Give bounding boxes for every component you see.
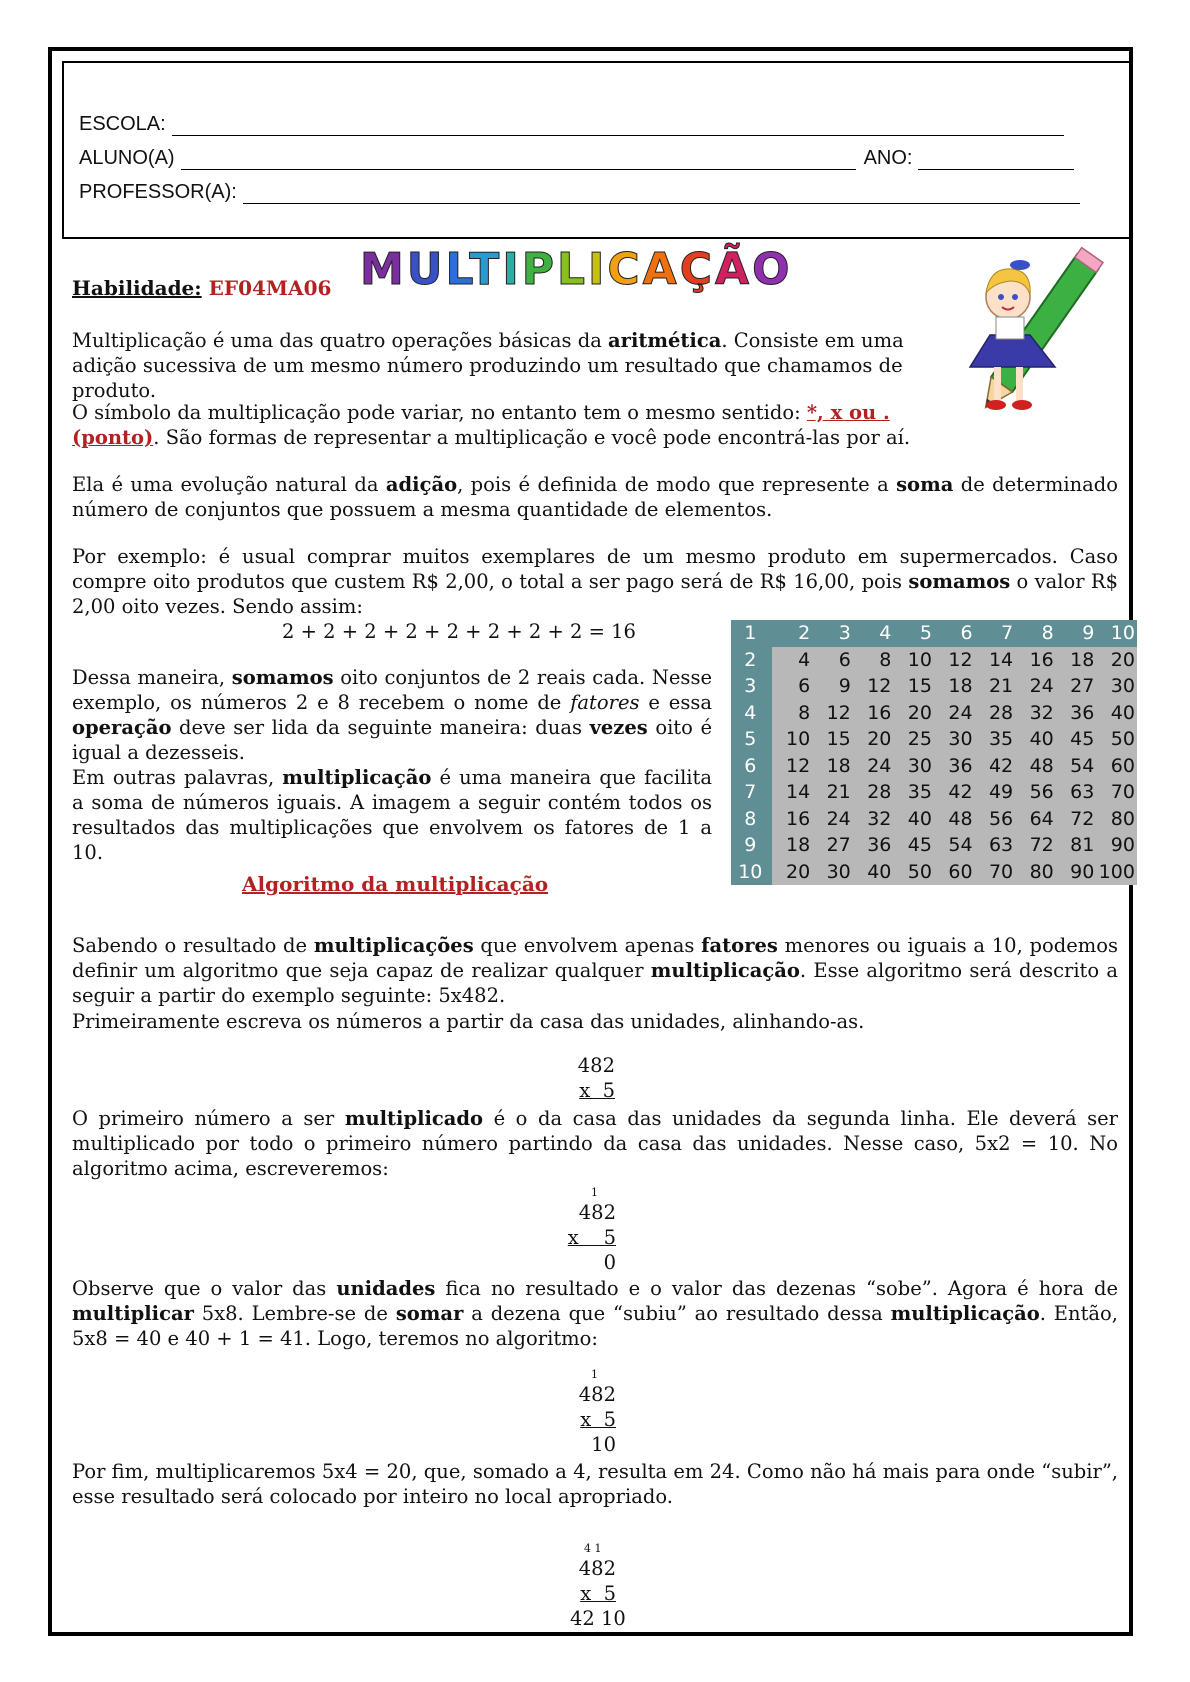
times-table-cell: 20: [853, 726, 894, 753]
times-table-row: [731, 700, 1137, 727]
paragraph-final-step: Por fim, multiplicaremos 5x4 = 20, que, somado a 4, resulta em 24. Como não há mais para onde “subir”, esse resultado será colocado por inteiro no local apropriado.: [72, 1460, 1118, 1508]
times-table-cell: 21: [812, 779, 853, 806]
page-title: [360, 244, 792, 295]
school-row: [79, 113, 1064, 136]
p9-text-c: é o da casa das unidades da segunda linha. Ele deverá ser multiplicado por todo o primeiro número partindo da casa das unidades. Nesse caso, 5x2 = 10. No algoritmo acima, escreveremos:: [72, 1107, 1118, 1180]
year-blank-line[interactable]: [918, 151, 1074, 170]
p10-bold-unidades: unidades: [336, 1277, 436, 1300]
times-table-cell: 60: [934, 859, 975, 886]
times-table-cell: 36: [853, 832, 894, 859]
title-letter: U: [406, 244, 446, 295]
paragraph-factors: [72, 665, 712, 765]
p3-text-a: Ela é uma evolução natural da: [72, 473, 386, 496]
times-table-cell: 72: [1056, 806, 1097, 833]
times-table-cell: 42: [975, 753, 1016, 780]
p7-text-c: que envolvem apenas: [473, 934, 702, 957]
student-label: ALUNO(A): [79, 147, 175, 169]
step4-carry: 4 1: [584, 1542, 602, 1555]
p7-text-a: Sabendo o resultado de: [72, 934, 314, 957]
times-table-cell: 54: [1056, 753, 1097, 780]
step3-top-number: 482: [578, 1383, 616, 1406]
times-table-cell: 2: [772, 620, 813, 647]
algorithm-step-2: [560, 1200, 616, 1275]
title-letter: I: [502, 244, 522, 295]
algorithm-step-3: [560, 1382, 616, 1457]
times-table-cell: 40: [853, 859, 894, 886]
times-table-cell: 27: [812, 832, 853, 859]
times-table-cell: 3: [731, 673, 772, 700]
times-table-cell: 15: [812, 726, 853, 753]
teacher-blank-line[interactable]: [243, 185, 1080, 204]
times-table-cell: 15: [893, 673, 934, 700]
student-blank-line[interactable]: [181, 151, 856, 170]
section-title-algorithm: Algoritmo da multiplicação: [242, 872, 549, 896]
step3-result: 10: [591, 1433, 616, 1456]
p9-bold-multiplicado: multiplicado: [344, 1107, 484, 1130]
student-info-box: [62, 61, 1131, 239]
times-table-cell: 48: [1015, 753, 1056, 780]
times-table-cell: 28: [975, 700, 1016, 727]
times-table-cell: 56: [1015, 779, 1056, 806]
times-table-cell: 5: [731, 726, 772, 753]
times-table-row: [731, 647, 1137, 674]
skill-line: [72, 276, 331, 300]
title-letter: P: [521, 244, 557, 295]
times-table-cell: 4: [853, 620, 894, 647]
times-table-cell: 32: [1015, 700, 1056, 727]
times-table-cell: 10: [1096, 620, 1137, 647]
title-letter: I: [587, 244, 608, 295]
times-table-cell: 20: [772, 859, 813, 886]
p7-bold-multiplicacoes: multiplicações: [313, 934, 474, 957]
times-table-cell: 50: [1096, 726, 1137, 753]
times-table-cell: 24: [1015, 673, 1056, 700]
times-table-cell: 63: [1056, 779, 1097, 806]
times-table-cell: 18: [934, 673, 975, 700]
p5-text-e: e essa: [639, 691, 712, 714]
paragraph-evolution: [72, 472, 1118, 522]
step1-top-number: 482: [577, 1054, 615, 1077]
times-table-cell: 14: [975, 647, 1016, 674]
times-table-cell: 35: [975, 726, 1016, 753]
p7-text-e: menores ou iguais a 10, podemos definir um algoritmo que seja capaz de realizar qualquer: [72, 934, 1118, 982]
p5-text-g: deve ser lida da seguinte maneira: duas: [171, 716, 590, 739]
p7-bold-multiplicacao: multiplicação: [650, 959, 800, 982]
times-table-cell: 25: [893, 726, 934, 753]
year-label: ANO:: [863, 147, 913, 169]
skill-code: EF04MA06: [208, 276, 332, 300]
title-letter: C: [607, 244, 643, 295]
times-table-cell: 9: [731, 832, 772, 859]
times-table-cell: 12: [934, 647, 975, 674]
student-row: [79, 147, 1074, 170]
step2-top-number: 482: [578, 1201, 616, 1224]
p2-text-c: . São formas de representar a multiplicação e você pode encontrá-las por aí.: [153, 426, 911, 449]
p10-bold-multiplicacao: multiplicação: [890, 1302, 1040, 1325]
p1-text-c: . Consiste em uma adição sucessiva de um mesmo número produzindo um resultado que chamamos de produto.: [72, 329, 904, 402]
times-table-cell: 60: [1096, 753, 1137, 780]
times-table-cell: 10: [731, 859, 772, 886]
times-table-cell: 12: [772, 753, 813, 780]
times-table-cell: 81: [1056, 832, 1097, 859]
p4-text-c: o valor R$ 2,00 oito vezes. Sendo assim:: [72, 570, 1118, 618]
times-table-cell: 16: [1015, 647, 1056, 674]
times-table-cell: 9: [812, 673, 853, 700]
times-table-cell: 16: [772, 806, 813, 833]
times-table-cell: 9: [1056, 620, 1097, 647]
p10-text-a: Observe que o valor das: [72, 1277, 337, 1300]
times-table-cell: 40: [1096, 700, 1137, 727]
p1-bold-aritmetica: aritmética: [608, 329, 722, 352]
p1-text-a: Multiplicação é uma das quatro operações básicas da: [72, 329, 609, 352]
paragraph-align: Primeiramente escreva os números a partir da casa das unidades, alinhando-as.: [72, 1010, 865, 1033]
times-table-cell: 8: [853, 647, 894, 674]
p3-text-e: de determinado número de conjuntos que possuem a mesma quantidade de elementos.: [72, 473, 1118, 521]
p9-text-a: O primeiro número a ser: [72, 1107, 345, 1130]
times-table-row: [731, 859, 1137, 886]
times-table: [731, 620, 1137, 885]
teacher-row: [79, 181, 1080, 204]
title-letter: T: [469, 244, 503, 295]
p10-bold-multiplicar: multiplicar: [72, 1302, 194, 1325]
times-table-cell: 24: [934, 700, 975, 727]
times-table-cell: 18: [812, 753, 853, 780]
times-table-cell: 48: [934, 806, 975, 833]
times-table-row: [731, 726, 1137, 753]
school-label: ESCOLA:: [79, 113, 166, 135]
paragraph-definition: [72, 328, 932, 403]
times-table-cell: 20: [1096, 647, 1137, 674]
p7-text-g: . Esse algoritmo será descrito a seguir a partir do exemplo seguinte: 5x482.: [72, 959, 1118, 1007]
times-table-cell: 32: [853, 806, 894, 833]
times-table-cell: 4: [731, 700, 772, 727]
times-table-cell: 40: [893, 806, 934, 833]
paragraph-symbols: [72, 400, 942, 450]
p5-bold-operacao: operação: [72, 716, 172, 739]
times-table-cell: 24: [812, 806, 853, 833]
p5-bold-vezes: vezes: [589, 716, 648, 739]
times-table-cell: 10: [893, 647, 934, 674]
times-table-cell: 5: [893, 620, 934, 647]
step3-carry: 1: [591, 1368, 598, 1381]
p7-bold-fatores: fatores: [701, 934, 778, 957]
paragraph-second-step: [72, 1276, 1118, 1351]
times-table-cell: 8: [772, 700, 813, 727]
paragraph-first-step: [72, 1106, 1118, 1181]
teacher-label: PROFESSOR(A):: [79, 181, 237, 203]
p5-text-c: oito conjuntos de 2 reais cada. Nesse exemplo, os números 2 e 8 recebem o nome de: [72, 666, 712, 714]
title-letter: A: [642, 244, 680, 295]
p10-text-g: a dezena que “subiu” ao resultado dessa: [463, 1302, 891, 1325]
times-table-cell: 70: [1096, 779, 1137, 806]
times-table-cell: 3: [812, 620, 853, 647]
skill-label: Habilidade:: [72, 276, 202, 300]
title-letter: O: [752, 244, 793, 295]
times-table-row: [731, 779, 1137, 806]
step2-carry: 1: [591, 1186, 598, 1199]
p5-text-i: oito é igual a dezesseis.: [72, 716, 712, 764]
times-table-cell: 18: [772, 832, 813, 859]
p4-bold-somamos: somamos: [908, 570, 1011, 593]
times-table-cell: 1: [731, 620, 772, 647]
times-table-cell: 63: [975, 832, 1016, 859]
times-table-cell: 45: [893, 832, 934, 859]
step4-multiplier: x 5: [580, 1582, 616, 1605]
p2-text-a: O símbolo da multiplicação pode variar, no entanto tem o mesmo sentido:: [72, 401, 807, 424]
times-table-cell: 40: [1015, 726, 1056, 753]
title-letter: Ç: [679, 244, 716, 295]
times-table-cell: 16: [853, 700, 894, 727]
times-table-cell: 24: [853, 753, 894, 780]
step2-result: 0: [603, 1251, 616, 1274]
times-table-cell: 49: [975, 779, 1016, 806]
times-table-cell: 27: [1056, 673, 1097, 700]
times-table-cell: 6: [731, 753, 772, 780]
times-table-cell: 36: [934, 753, 975, 780]
times-table-cell: 7: [731, 779, 772, 806]
p6-text-a: Em outras palavras,: [72, 766, 283, 789]
paragraph-other-words: [72, 765, 712, 865]
times-table-cell: 30: [934, 726, 975, 753]
p5-text-a: Dessa maneira,: [72, 666, 232, 689]
p5-bold-somamos: somamos: [231, 666, 334, 689]
step2-multiplier: x 5: [567, 1226, 616, 1249]
times-table-row: [731, 832, 1137, 859]
p10-text-i: . Então, 5x8 = 40 e 40 + 1 = 41. Logo, teremos no algoritmo:: [72, 1302, 1118, 1350]
p3-bold-soma: soma: [896, 473, 954, 496]
times-table-cell: 72: [1015, 832, 1056, 859]
times-table-row: [731, 620, 1137, 647]
algorithm-step-1: [575, 1053, 615, 1103]
p3-text-c: , pois é definida de modo que represente a: [457, 473, 897, 496]
times-table-cell: 90: [1096, 832, 1137, 859]
title-letter: L: [556, 244, 588, 295]
times-table-cell: 18: [1056, 647, 1097, 674]
title-letter: Ã: [715, 244, 753, 295]
sum-equation: 2 + 2 + 2 + 2 + 2 + 2 + 2 + 2 = 16: [282, 620, 636, 643]
times-table-cell: 8: [1015, 620, 1056, 647]
times-table-cell: 56: [975, 806, 1016, 833]
times-table-cell: 6: [772, 673, 813, 700]
p6-bold-multiplicacao: multiplicação: [282, 766, 432, 789]
times-table-cell: 28: [853, 779, 894, 806]
times-table-cell: 6: [934, 620, 975, 647]
times-table-cell: 4: [772, 647, 813, 674]
times-table-cell: 6: [812, 647, 853, 674]
times-table-cell: 10: [772, 726, 813, 753]
times-table-cell: 50: [893, 859, 934, 886]
times-table-cell: 7: [975, 620, 1016, 647]
p3-bold-adicao: adição: [385, 473, 458, 496]
p6-text-c: é uma maneira que facilita a soma de números iguais. A imagem a seguir contém todos os resultados das multiplicações que envolvem os fatores de 1 a 10.: [72, 766, 713, 864]
times-table-cell: 30: [812, 859, 853, 886]
p4-text-a: Por exemplo: é usual comprar muitos exemplares de um mesmo produto em supermercados. Caso compre oito produtos que custem R$ 2,00, o total a ser pago será de R$ 16,00, pois: [72, 545, 1118, 593]
times-table-cell: 36: [1056, 700, 1097, 727]
algorithm-step-4: [560, 1556, 616, 1606]
step3-multiplier: x 5: [580, 1408, 616, 1431]
times-table-cell: 21: [975, 673, 1016, 700]
times-table-cell: 80: [1015, 859, 1056, 886]
times-table-cell: 64: [1015, 806, 1056, 833]
times-table-cell: 100: [1096, 859, 1137, 886]
step4-result: 42 10: [570, 1607, 626, 1630]
times-table-cell: 35: [893, 779, 934, 806]
paragraph-example: [72, 544, 1118, 619]
times-table-row: [731, 806, 1137, 833]
p10-bold-somar: somar: [395, 1302, 464, 1325]
times-table-row: [731, 753, 1137, 780]
times-table-cell: 30: [893, 753, 934, 780]
step4-top-number: 482: [578, 1557, 616, 1580]
times-table-row: [731, 673, 1137, 700]
times-table-cell: 30: [1096, 673, 1137, 700]
girl-with-pencil-illustration: [960, 245, 1110, 430]
times-table-cell: 80: [1096, 806, 1137, 833]
title-letter: L: [445, 244, 470, 295]
paragraph-algorithm-intro: [72, 933, 1118, 1008]
times-table-cell: 54: [934, 832, 975, 859]
times-table-cell: 20: [893, 700, 934, 727]
p5-italic-fatores: fatores: [570, 691, 640, 714]
times-table-cell: 90: [1056, 859, 1097, 886]
times-table-cell: 12: [853, 673, 894, 700]
step1-multiplier: x 5: [579, 1079, 615, 1102]
p10-text-c: fica no resultado e o valor das dezenas “sobe”. Agora é hora de: [435, 1277, 1118, 1300]
times-table-cell: 70: [975, 859, 1016, 886]
times-table-cell: 45: [1056, 726, 1097, 753]
p10-text-e: 5x8. Lembre-se de: [193, 1302, 396, 1325]
title-letter: M: [360, 244, 407, 295]
school-blank-line[interactable]: [172, 117, 1064, 136]
times-table-cell: 8: [731, 806, 772, 833]
times-table-cell: 14: [772, 779, 813, 806]
times-table-cell: 12: [812, 700, 853, 727]
times-table-cell: 2: [731, 647, 772, 674]
p2-symbols: *, x ou . (ponto): [72, 401, 890, 449]
times-table-cell: 42: [934, 779, 975, 806]
